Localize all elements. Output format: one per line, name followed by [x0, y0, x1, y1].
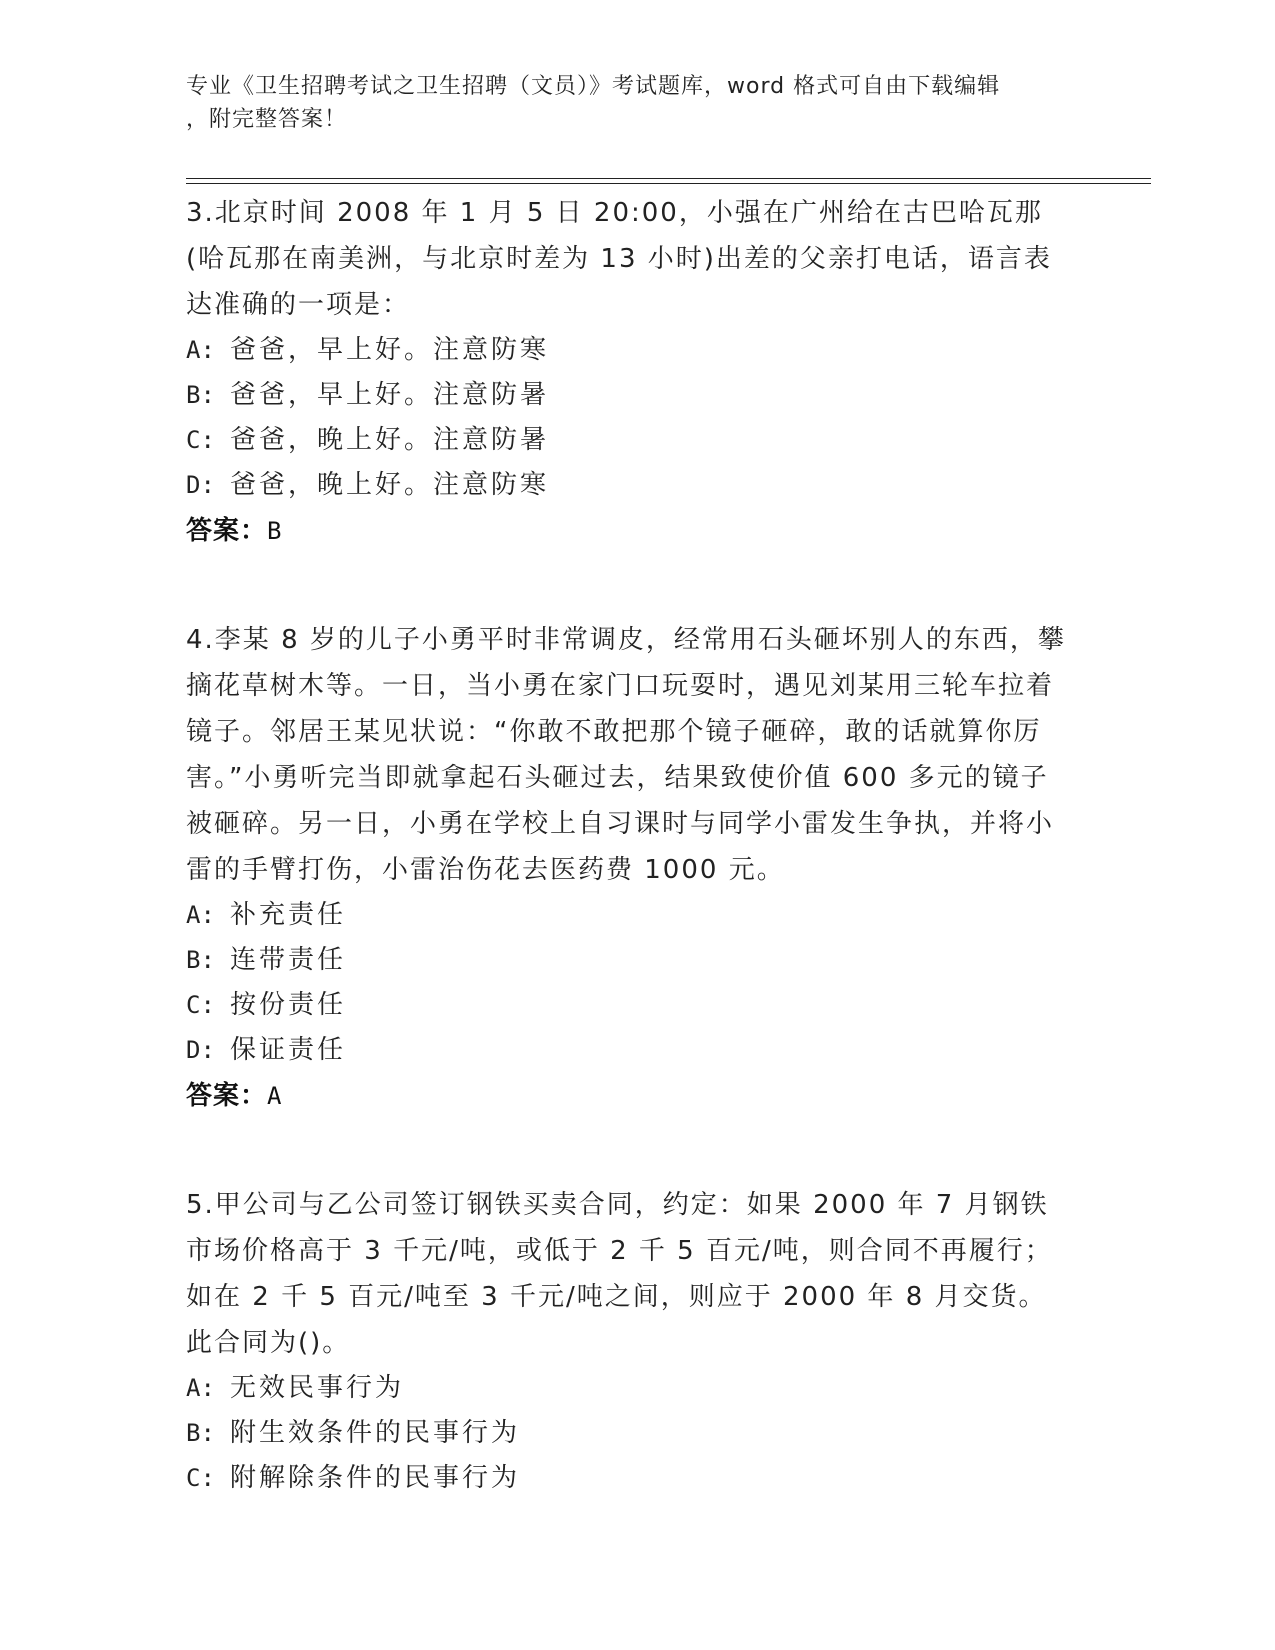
option-c: [186, 983, 1066, 1028]
question-spacer: [186, 554, 1066, 617]
option-letter: B:: [186, 381, 215, 409]
option-text: 爸爸，早上好。注意防寒: [230, 335, 550, 365]
option-letter: A:: [186, 336, 215, 364]
document-header: [186, 70, 1066, 136]
option-d: [186, 1028, 1066, 1073]
question-4: [186, 617, 1066, 1119]
option-a: [186, 893, 1066, 938]
option-letter: A:: [186, 901, 215, 929]
option-text: 爸爸，晚上好。注意防寒: [230, 470, 550, 500]
option-letter: C:: [186, 991, 215, 1019]
question-list: [186, 190, 1066, 1501]
answer-label: 答案：: [186, 516, 268, 546]
option-letter: D:: [186, 471, 215, 499]
header-divider-bottom: [186, 183, 1151, 184]
option-b: [186, 373, 1066, 418]
answer-line: [186, 1073, 1066, 1119]
option-letter: C:: [186, 1464, 215, 1492]
option-text: 爸爸，早上好。注意防暑: [230, 380, 550, 410]
question-text: 4.李某 8 岁的儿子小勇平时非常调皮，经常用石头砸坏别人的东西，攀摘花草树木等。一日，当小勇在家门口玩耍时，遇见刘某用三轮车拉着镜子。邻居王某见状说：“你敢不敢把那个镜子砸碎，敢的话就算你厉害。”小勇听完当即就拿起石头砸过去，结果致使价值 600 多元的镜子被砸碎。另一日，小勇在学校上自习课时与同学小雷发生争执，并将小雷的手臂打伤，小雷治伤花去医药费 1000 元。: [186, 625, 1066, 885]
question-text: 3.北京时间 2008 年 1 月 5 日 20:00，小强在广州给在古巴哈瓦那(哈瓦那在南美洲，与北京时差为 13 小时)出差的父亲打电话，语言表达准确的一项是：: [186, 198, 1052, 320]
header-divider-top: [186, 178, 1151, 179]
option-letter: D:: [186, 1036, 215, 1064]
question-3: [186, 190, 1066, 554]
option-text: 爸爸，晚上好。注意防暑: [230, 425, 550, 455]
question-spacer: [186, 1119, 1066, 1182]
header-title-line-1: 专业《卫生招聘考试之卫生招聘（文员）》考试题库，word 格式可自由下载编辑: [186, 74, 1001, 99]
option-letter: C:: [186, 426, 215, 454]
header-title-line-2: ，附完整答案！: [186, 107, 348, 132]
answer-line: [186, 508, 1066, 554]
question-text: 5.甲公司与乙公司签订钢铁买卖合同，约定：如果 2000 年 7 月钢铁市场价格高于 3 千元/吨，或低于 2 千 5 百元/吨，则合同不再履行；如在 2 千 5 百元/吨至 3 千元/吨之间，则应于 2000 年 8 月交货。此合同为()。: [186, 1190, 1053, 1358]
option-letter: B:: [186, 946, 215, 974]
option-text: 补充责任: [230, 900, 347, 930]
option-b: [186, 1411, 1066, 1456]
option-c: [186, 418, 1066, 463]
option-text: 保证责任: [230, 1035, 347, 1065]
answer-value: B: [267, 517, 283, 545]
option-c: [186, 1456, 1066, 1501]
option-letter: A:: [186, 1374, 215, 1402]
option-a: [186, 328, 1066, 373]
option-text: 无效民事行为: [230, 1373, 405, 1403]
answer-label: 答案：: [186, 1081, 268, 1111]
option-text: 按份责任: [230, 990, 347, 1020]
option-d: [186, 463, 1066, 508]
answer-value: A: [267, 1082, 283, 1110]
question-5: [186, 1182, 1066, 1501]
option-a: [186, 1366, 1066, 1411]
option-text: 连带责任: [230, 945, 347, 975]
option-b: [186, 938, 1066, 983]
option-text: 附生效条件的民事行为: [230, 1418, 521, 1448]
option-text: 附解除条件的民事行为: [230, 1463, 521, 1493]
option-letter: B:: [186, 1419, 215, 1447]
